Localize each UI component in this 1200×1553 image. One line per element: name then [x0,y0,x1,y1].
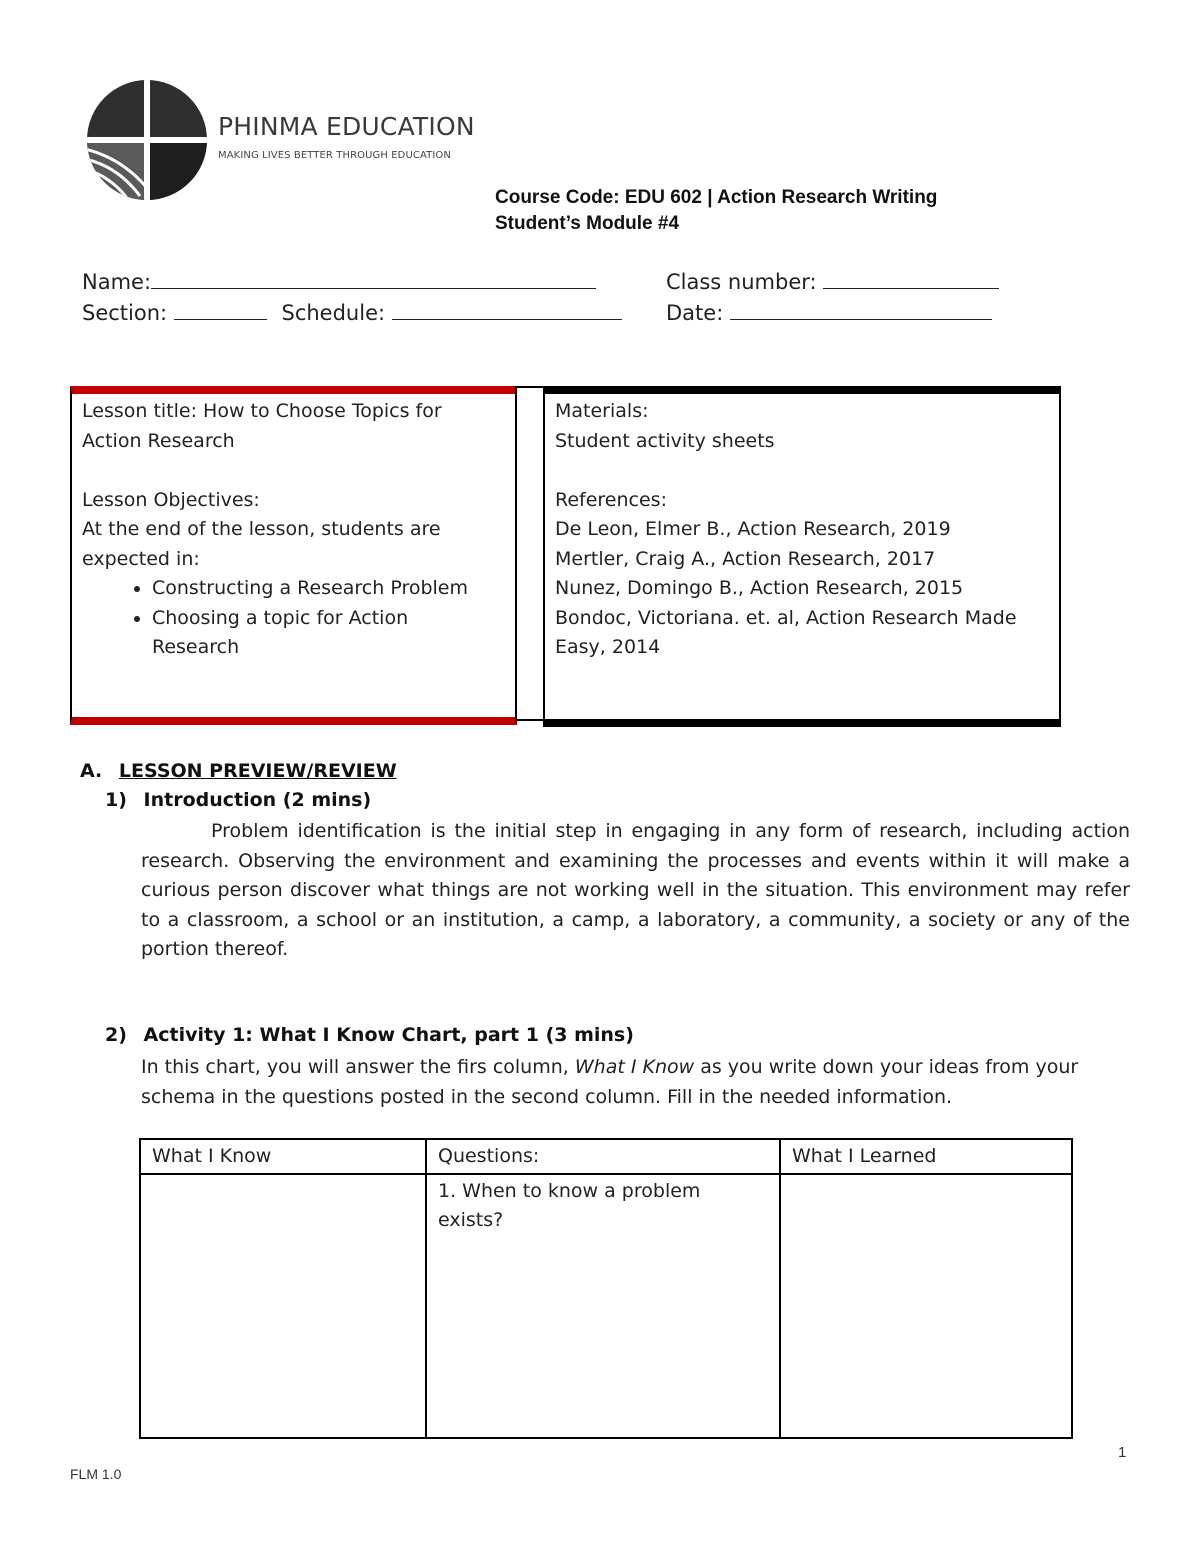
section-blank[interactable] [174,299,267,320]
intro-title: Introduction (2 mins) [143,789,372,811]
materials-label: Materials: [555,400,649,422]
activity-text-1: In this chart, you will answer the firs column, [141,1056,569,1078]
reference-item: De Leon, Elmer B., Action Research, 2019 [555,518,951,540]
brand-name: PHINMA EDUCATION [218,112,475,141]
intro-paragraph: Problem identification is the initial step in engaging in any form of research, including action research. Observing the environment and examining the processes and events within it will make a curious person discover what things are not working well in the situation. This environment may refer to a classroom, a school or an institution, a camp, a laboratory, a community, a society or any of the portion thereof. [141,820,1130,960]
materials-content [555,397,1050,663]
cell-what-i-know[interactable] [140,1174,426,1438]
module-number: Student’s Module #4 [495,213,680,234]
date-label: Date: [666,301,724,325]
table-header-row [140,1139,1072,1174]
intro-num: 1) [105,789,127,811]
activity-paragraph [141,1053,1130,1112]
section-label: Section: [82,301,168,325]
phinma-logo-icon [80,78,214,202]
schedule-label: Schedule: [281,301,386,325]
objectives-list [82,574,507,663]
page-number: 1 [1118,1444,1127,1461]
section-field[interactable] [82,299,622,325]
intro-heading [105,789,371,811]
course-header [495,185,937,237]
activity-num: 2) [105,1024,127,1046]
course-code: Course Code: EDU 602 | Action Research Writing [495,187,938,208]
lesson-title-cont: Action Research [82,429,235,452]
class-number-blank[interactable] [823,268,999,289]
reference-item: Nunez, Domingo B., Action Research, 2015 [555,577,964,599]
class-number-field[interactable] [666,268,999,294]
date-blank[interactable] [730,299,992,320]
section-a-letter: A. [80,760,103,782]
schedule-blank[interactable] [392,299,622,320]
references-label: References: [555,488,667,511]
header-questions: Questions: [426,1139,780,1174]
footer-flm: FLM 1.0 [70,1466,122,1482]
activity-text-2: as you write down your ideas from your schema in the questions posted in the second column. Fill in the needed information. [141,1056,1079,1108]
section-a-heading [80,760,397,782]
table-row [140,1174,1072,1438]
class-number-label: Class number: [666,270,817,294]
date-field[interactable] [666,299,992,325]
box-divider [515,386,545,721]
reference-item: Mertler, Craig A., Action Research, 2017 [555,547,936,570]
name-field[interactable] [82,268,596,294]
name-blank[interactable] [151,268,596,289]
activity-text-em: What I Know [574,1056,695,1078]
objectives-intro-cont: expected in: [82,547,200,570]
materials-value: Student activity sheets [555,429,775,452]
objectives-label: Lesson Objectives: [82,488,260,511]
lesson-title: Lesson title: How to Choose Topics for [82,400,442,422]
cell-question: 1. When to know a problem exists? [426,1174,780,1438]
lesson-content [82,397,507,663]
objective-item: • Choosing a topic for Action Research [152,604,507,663]
objectives-intro: At the end of the lesson, students are [82,518,441,540]
brand-tagline: MAKING LIVES BETTER THROUGH EDUCATION [218,150,451,161]
activity-title: Activity 1: What I Know Chart, part 1 (3 mins) [143,1024,634,1046]
header-what-i-know: What I Know [140,1139,426,1174]
what-i-know-table [139,1138,1073,1439]
name-label: Name: [82,270,152,294]
activity-heading [105,1024,634,1046]
reference-item: Bondoc, Victoriana. et. al, Action Research Made Easy, 2014 [555,606,1017,658]
cell-what-i-learned[interactable] [780,1174,1072,1438]
section-a-title: LESSON PREVIEW/REVIEW [118,760,397,782]
header-what-i-learned: What I Learned [780,1139,1072,1174]
objective-item: • Constructing a Research Problem [152,574,507,604]
